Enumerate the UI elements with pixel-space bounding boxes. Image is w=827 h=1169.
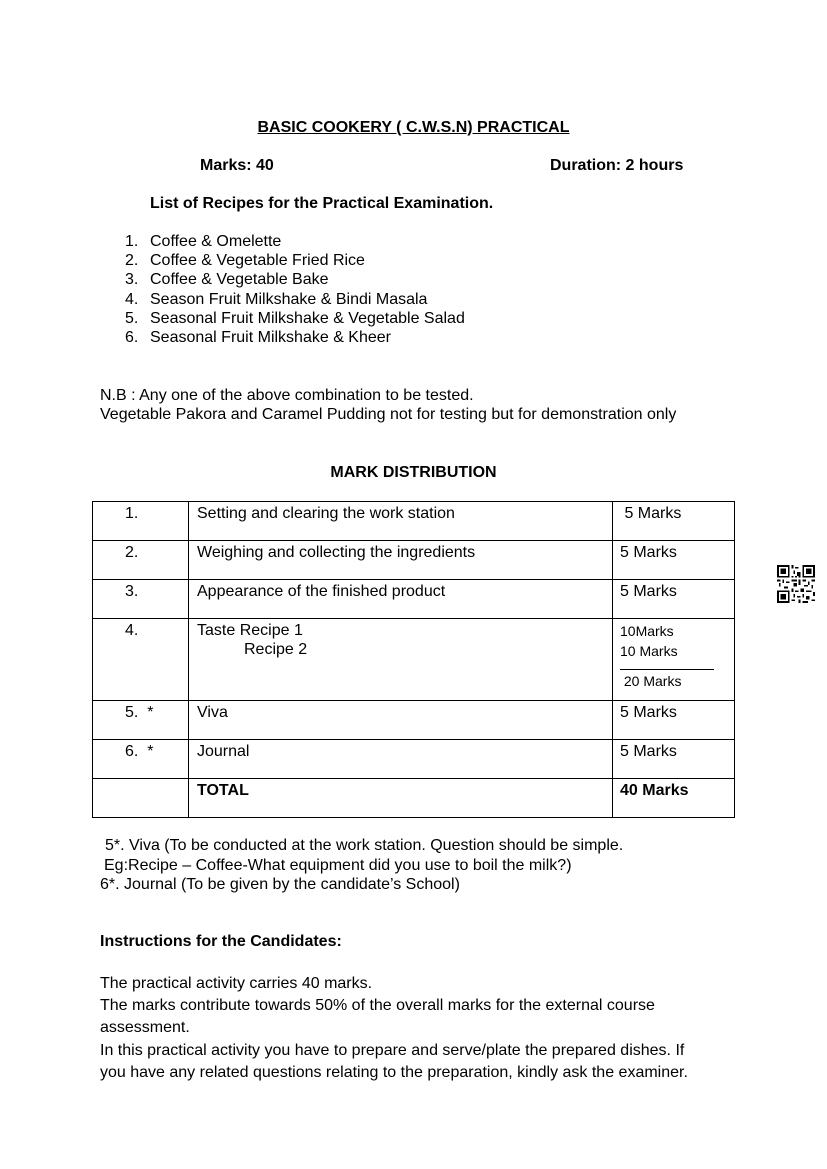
duration-label: Duration: 2 hours (550, 157, 684, 174)
row-number: 1. (93, 502, 189, 541)
recipe-list (100, 232, 465, 347)
list-item: 5. Seasonal Fruit Milkshake & Vegetable Salad (125, 309, 465, 327)
table-row (93, 701, 735, 740)
instruction-line: The marks contribute towards 50% of the overall marks for the external course (100, 997, 655, 1014)
row-item (189, 619, 613, 701)
row-number: 4. (93, 619, 189, 701)
list-item: 2. Coffee & Vegetable Fried Rice (125, 252, 365, 270)
row-marks: 5 Marks (613, 580, 735, 619)
instructions-heading: Instructions for the Candidates: (100, 933, 342, 950)
viva-note-line2: Eg:Recipe – Coffee-What equipment did you use to boil the milk?) (104, 857, 572, 874)
row-item: Journal (189, 740, 613, 779)
nb-note-line2: Vegetable Pakora and Caramel Pudding not for testing but for demonstration only (100, 406, 677, 423)
row-item: Appearance of the finished product (189, 580, 613, 619)
total-label: TOTAL (189, 779, 613, 818)
table-row (93, 502, 735, 541)
table-row (93, 541, 735, 580)
instruction-line: The practical activity carries 40 marks. (100, 975, 373, 992)
recipe-1-marks: 10Marks (620, 623, 674, 639)
table-row (93, 740, 735, 779)
row-marks (613, 619, 735, 701)
table-row (93, 619, 735, 701)
viva-note-line1: 5*. Viva (To be conducted at the work station. Question should be simple. (105, 837, 624, 854)
list-item: 3. Coffee & Vegetable Bake (125, 271, 329, 289)
list-item: 6. Seasonal Fruit Milkshake & Kheer (125, 328, 391, 346)
nb-note-line1: N.B : Any one of the above combination to be tested. (100, 387, 474, 404)
table-row-total (93, 779, 735, 818)
row-number: 3. (93, 580, 189, 619)
instruction-line: assessment. (100, 1019, 190, 1036)
row-marks: 5 Marks (613, 502, 735, 541)
row-number: 5. * (93, 701, 189, 740)
mark-distribution-heading: MARK DISTRIBUTION (330, 464, 497, 481)
journal-note: 6*. Journal (To be given by the candidate’s School) (100, 876, 460, 893)
table-row (93, 580, 735, 619)
instruction-line: In this practical activity you have to prepare and serve/plate the prepared dishes. If (100, 1042, 685, 1059)
row-marks: 5 Marks (613, 541, 735, 580)
list-item: 4. Season Fruit Milkshake & Bindi Masala (125, 290, 428, 308)
subtotal-rule (620, 669, 714, 670)
recipe-2-marks: 10 Marks (620, 643, 678, 659)
document-title: BASIC COOKERY ( C.W.S.N) PRACTICAL (257, 119, 570, 136)
qr-code-icon (777, 565, 815, 603)
instruction-line: you have any related questions relating to the preparation, kindly ask the examiner. (100, 1064, 688, 1081)
total-marks: 40 Marks (613, 779, 735, 818)
row-item: Weighing and collecting the ingredients (189, 541, 613, 580)
row-marks: 5 Marks (613, 740, 735, 779)
marks-label: Marks: 40 (200, 157, 274, 174)
row-number: 2. (93, 541, 189, 580)
list-item: 1. Coffee & Omelette (125, 233, 282, 250)
taste-recipe-1: Taste Recipe 1 (197, 622, 303, 639)
row-number (93, 779, 189, 818)
taste-total-marks: 20 Marks (620, 673, 682, 689)
taste-recipe-2: Recipe 2 (244, 641, 308, 658)
row-number: 6. * (93, 740, 189, 779)
row-item: Setting and clearing the work station (189, 502, 613, 541)
row-marks: 5 Marks (613, 701, 735, 740)
row-item: Viva (189, 701, 613, 740)
recipes-heading: List of Recipes for the Practical Examination. (150, 195, 494, 212)
mark-distribution-table (92, 501, 735, 818)
